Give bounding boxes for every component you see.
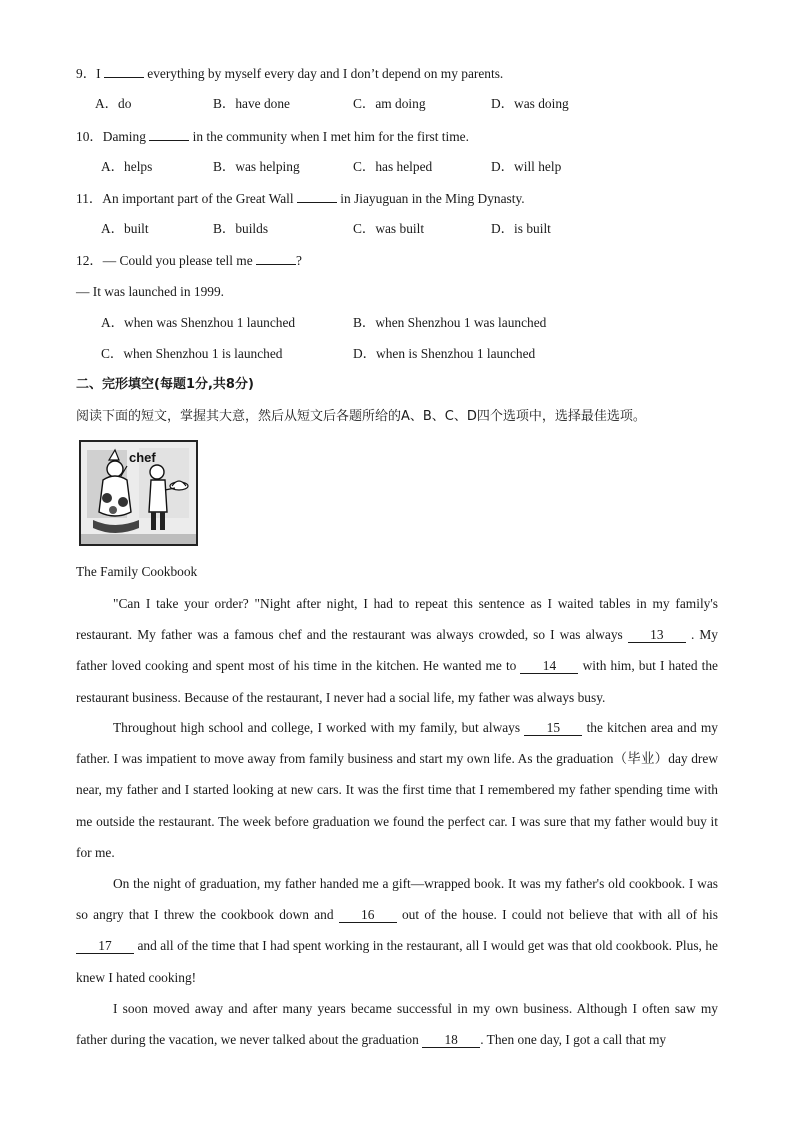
section-instruction: 阅读下面的短文，掌握其大意，然后从短文后各题所给的A、B、C、D四个选项中，选择最佳选项。 [76,409,646,424]
passage-paragraph-4 [76,993,718,1055]
question-9-option-d[interactable]: D．was doing [491,96,569,111]
chef-sign-text: chef [129,450,156,465]
paragraph-3-part-c: and all of the time that I had spent working in the restaurant, all I would get was that old cookbook. Plus, he knew I hated cooking! [76,938,718,985]
question-9-option-a[interactable]: A．do [95,96,132,111]
question-10-stem [76,127,469,146]
question-10-option-c[interactable]: C．has helped [353,159,433,174]
cloze-blank-16[interactable]: 16 [339,908,397,923]
question-9-stem [76,64,503,83]
question-12-option-c[interactable]: C．when Shenzhou 1 is launched [101,346,283,361]
question-10-stem-end: in the community when I met him for the first time. [192,129,469,144]
chef-illustration [79,440,198,546]
question-11-option-c[interactable]: C．was built [353,221,425,236]
question-9-stem-start: 9．I [76,66,101,81]
cloze-blank-13[interactable]: 13 [628,628,686,643]
question-11-stem-start: 11．An important part of the Great Wall [76,191,294,206]
question-12-stem [76,251,302,270]
question-10-option-d[interactable]: D．will help [491,159,562,174]
question-9-option-b[interactable]: B．have done [213,96,290,111]
answer-blank-10[interactable] [149,127,189,141]
paragraph-4-part-a: I soon moved away and after many years became successful in my own business. Although I often saw my father during the vacation, we never talked about the graduation [76,1001,718,1048]
paragraph-2-part-b: the kitchen area and my father. I was impatient to move away from family business and start my own life. As the graduation（毕业）day drew near, my father and I started looking at new cars. It was the first time that I remembered my father spending time with me outside the restaurant. The week before graduation we found the perfect car. I was sure that my father would buy it for me. [76,720,718,860]
paragraph-4-part-b: . Then one day, I got a call that my [480,1032,667,1048]
paragraph-3-part-b: out of the house. I could not believe that with all of his [401,907,718,923]
question-11-option-b[interactable]: B．builds [213,221,269,236]
question-12-reply: — It was launched in 1999. [76,284,225,299]
answer-blank-9[interactable] [104,64,144,78]
question-12-option-a[interactable]: A．when was Shenzhou 1 launched [101,315,296,330]
answer-blank-11[interactable] [297,189,337,203]
question-12-option-b[interactable]: B．when Shenzhou 1 was launched [353,315,547,330]
paragraph-2-part-a: Throughout high school and college, I worked with my family, but always [113,720,521,735]
passage-paragraph-3 [76,868,718,993]
chef-cartoon-icon [81,442,196,544]
passage-paragraph-2 [76,712,718,868]
question-12-option-d[interactable]: D．when is Shenzhou 1 launched [353,346,536,361]
cloze-blank-14[interactable]: 14 [520,659,578,674]
cloze-blank-17[interactable]: 17 [76,939,134,954]
question-11-option-d[interactable]: D．is built [491,221,551,236]
question-10-option-a[interactable]: A．helps [101,159,153,174]
passage-paragraph-1 [76,588,718,713]
question-11-option-a[interactable]: A．built [101,221,149,236]
paragraph-1-part-c: with him, but I hated the restaurant business. Because of the restaurant, I never had a social life, my father was always busy. [76,658,718,705]
answer-blank-12[interactable] [256,251,296,265]
paragraph-3-part-a: On the night of graduation, my father handed me a gift—wrapped book. It was my father's old cookbook. I was so angry that I threw the cookbook down and [76,876,718,923]
cloze-blank-18[interactable]: 18 [422,1033,480,1048]
question-10-stem-start: 10．Daming [76,129,146,144]
question-12-stem-end: ? [296,253,302,268]
question-10-option-b[interactable]: B．was helping [213,159,300,174]
question-11-stem [76,189,525,208]
section-heading: 二、完形填空(每题1分,共8分) [76,377,254,392]
passage-title: The Family Cookbook [76,564,198,579]
question-9-stem-end: everything by myself every day and I don’t depend on my parents. [147,66,504,81]
question-9-option-c[interactable]: C．am doing [353,96,426,111]
paragraph-1-part-b: . My father loved cooking and spent most of his time in the kitchen. He wanted me to [76,627,718,674]
cloze-blank-15[interactable]: 15 [524,721,582,736]
question-12-stem-start: 12．— Could you please tell me [76,253,253,268]
question-11-stem-end: in Jiayuguan in the Ming Dynasty. [340,191,525,206]
paragraph-1-part-a: "Can I take your order? "Night after night, I had to repeat this sentence as I waited tables in my family's restaurant. My father was a famous chef and the restaurant was always crowded, so I was always [76,596,718,643]
